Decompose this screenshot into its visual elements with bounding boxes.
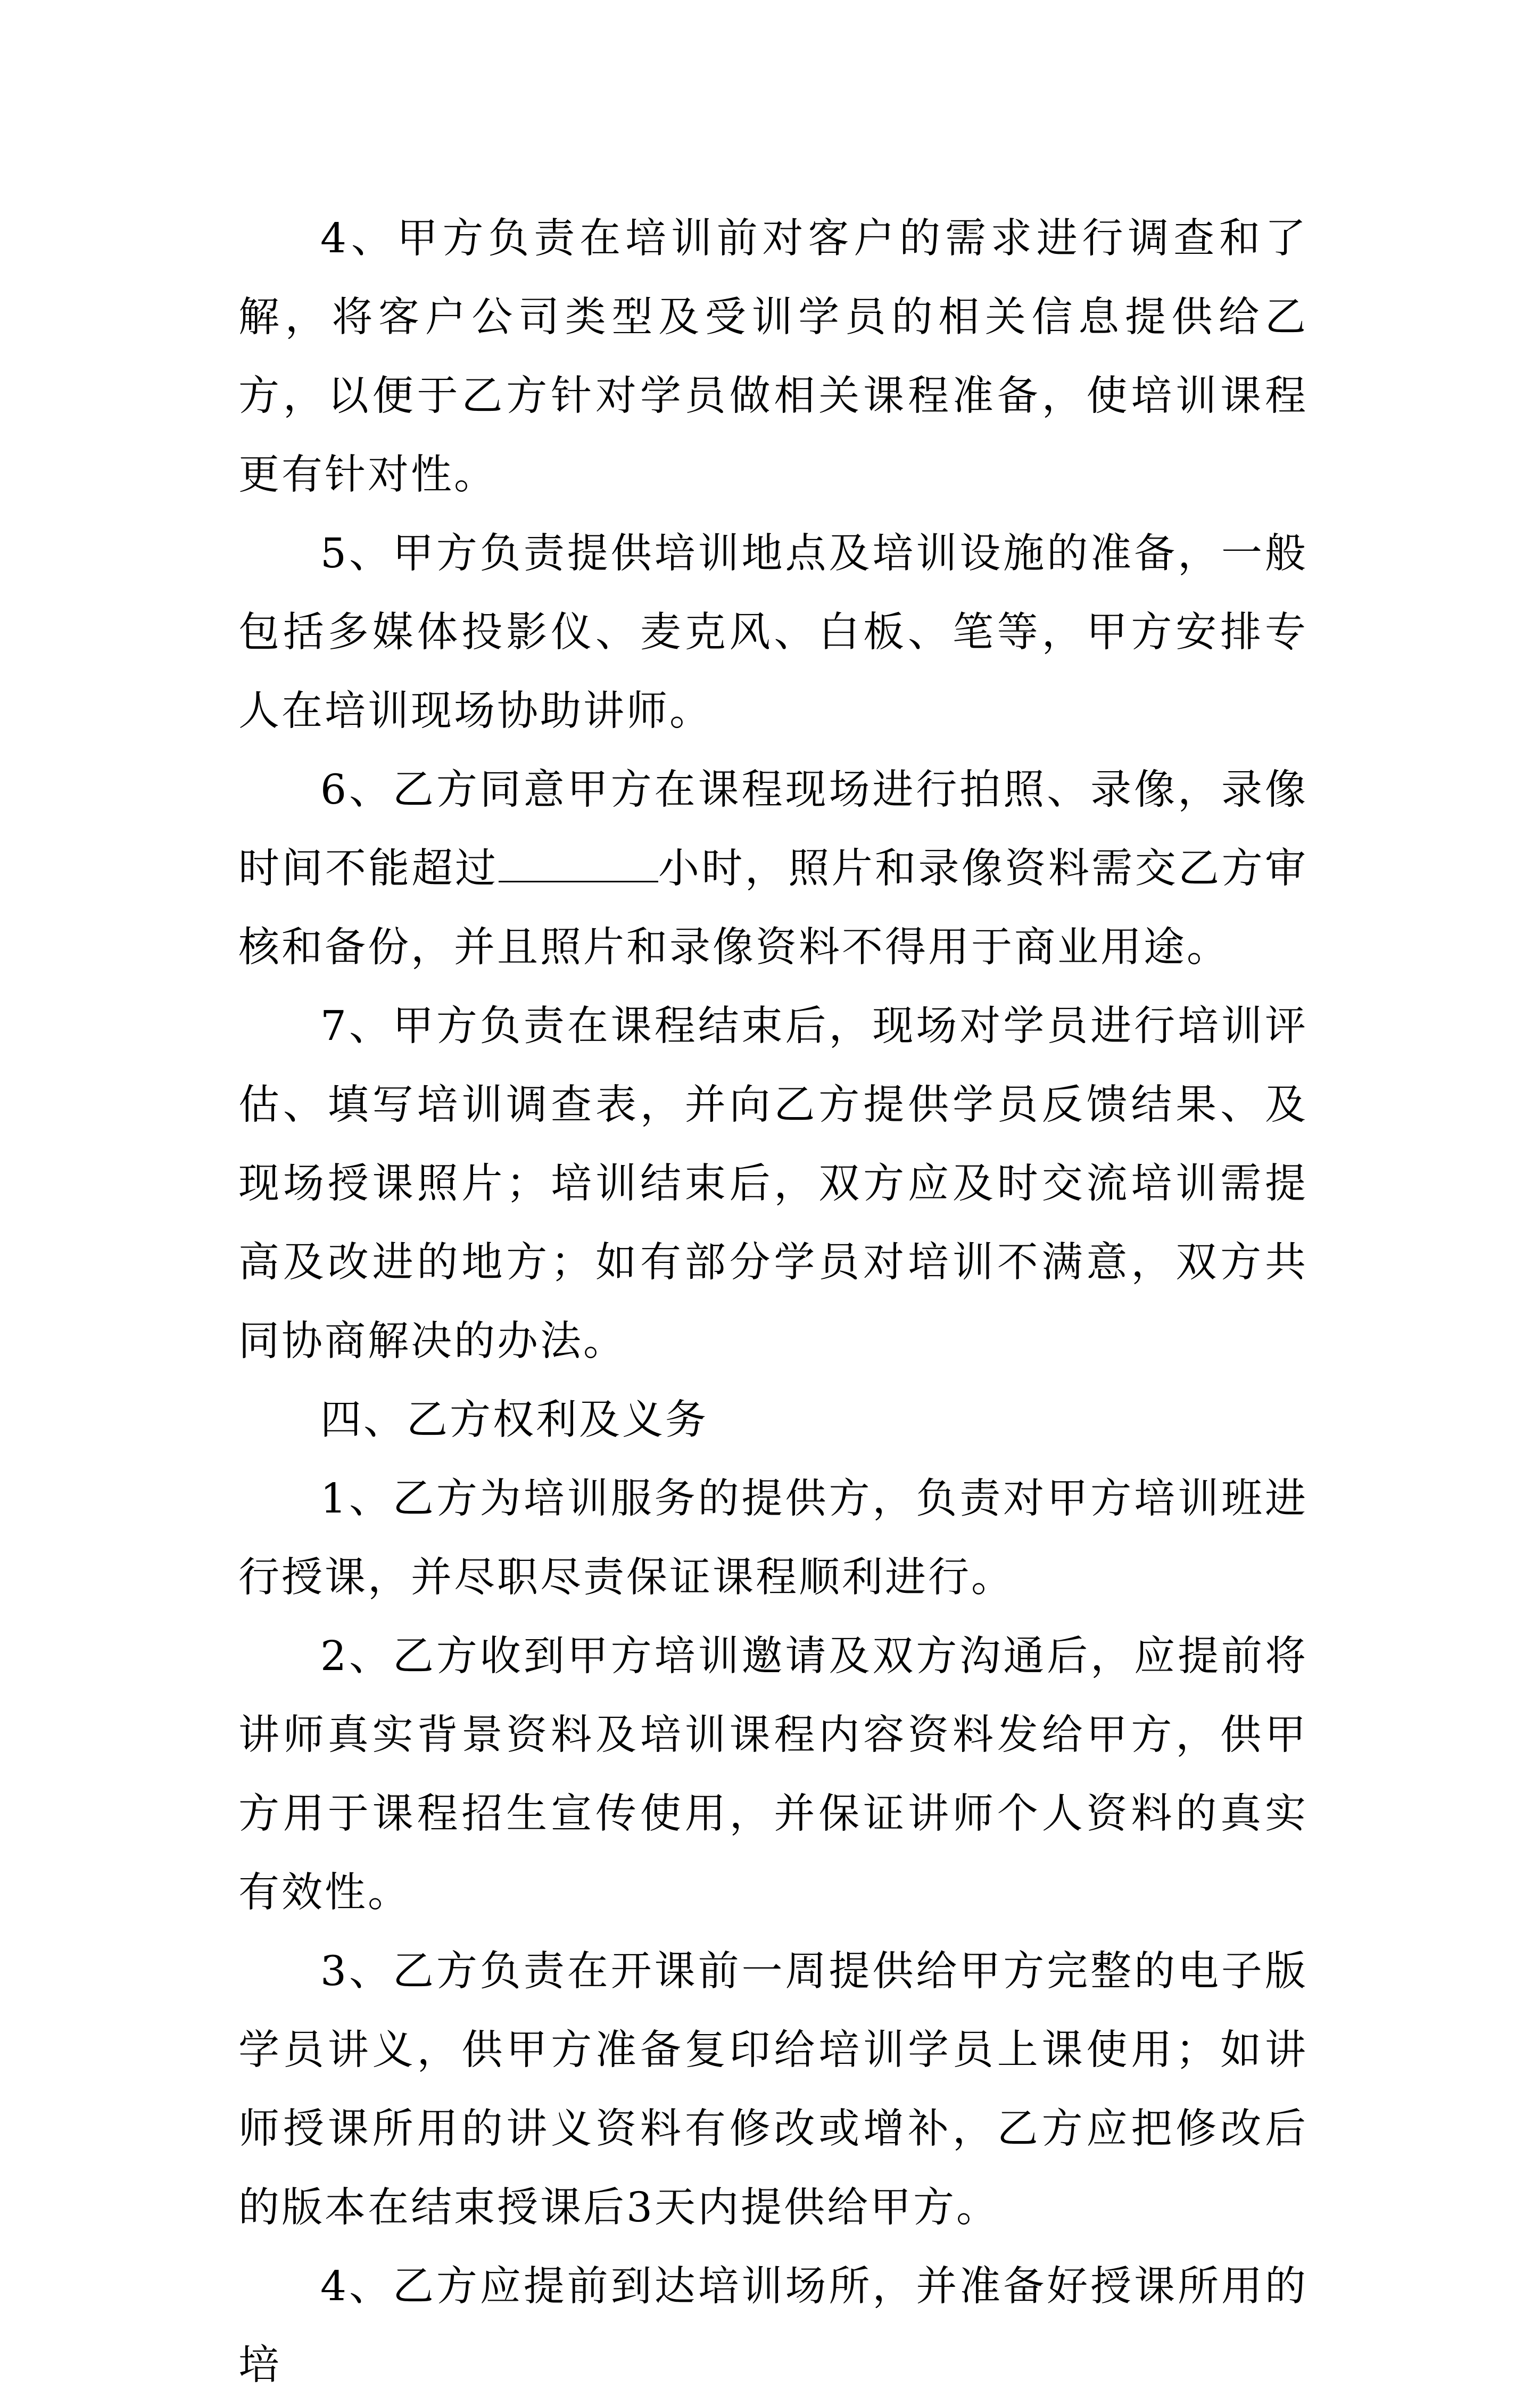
paragraph-b4-arrival: 4、乙方应提前到达培训场所，并准备好授课所用的培 — [238, 2263, 1308, 2389]
paragraph-5-venue-facilities: 5、甲方负责提供培训地点及培训设施的准备，一般包括多媒体投影仪、麦克风、白板、笔等，甲方安排专人在培训现场协助讲师。 — [238, 530, 1308, 735]
paragraph-b2-background-materials: 2、乙方收到甲方培训邀请及双方沟通后，应提前将讲师真实背景资料及培训课程内容资料发给甲方，供甲方用于课程招生宣传使用，并保证讲师个人资料的真实有效性。 — [238, 1633, 1308, 1916]
paragraph-b3-handouts: 3、乙方负责在开课前一周提供给甲方完整的电子版学员讲义，供甲方准备复印给培训学员上课使用；如讲师授课所用的讲义资料有修改或增补，乙方应把修改后的版本在结束授课后3天内提供给甲方。 — [238, 1948, 1308, 2232]
paragraph-4-client-survey: 4、甲方负责在培训前对客户的需求进行调查和了解，将客户公司类型及受训学员的相关信息提供给乙方，以便于乙方针对学员做相关课程准备，使培训课程更有针对性。 — [238, 215, 1308, 499]
section-heading-party-b-rights: 四、乙方权利及义务 — [320, 1396, 708, 1444]
paragraph-6-photo-video — [238, 751, 1308, 987]
hours-blank-field — [499, 849, 658, 882]
paragraph-6-text-before-blank: 6、乙方同意甲方在课程现场进行拍照、录像，录像时间不能超过 — [238, 766, 1308, 892]
document-body — [238, 200, 1308, 2405]
paragraph-7-evaluation: 7、甲方负责在课程结束后，现场对学员进行培训评估、填写培训调查表，并向乙方提供学员反馈结果、及现场授课照片；培训结束后，双方应及时交流培训需提高及改进的地方；如有部分学员对培训不满意，双方共同协商解决的办法。 — [238, 1003, 1308, 1365]
paragraph-b1-service-provider: 1、乙方为培训服务的提供方，负责对甲方培训班进行授课，并尽职尽责保证课程顺利进行。 — [238, 1475, 1308, 1601]
paragraph-6-text-after-blank: 小时，照片和录像资料需交乙方审核和备份，并且照片和录像资料不得用于商业用途。 — [238, 845, 1309, 971]
